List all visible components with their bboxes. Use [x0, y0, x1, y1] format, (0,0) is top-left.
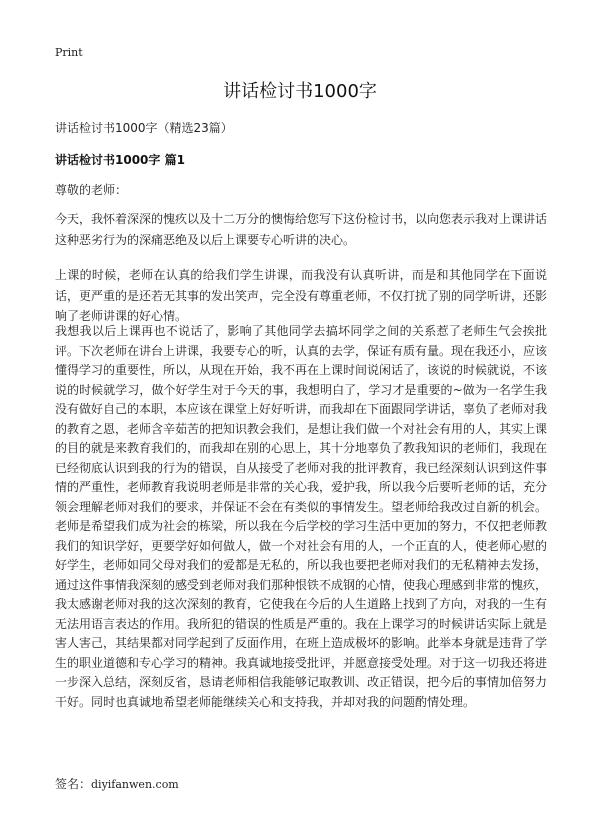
salutation: 尊敬的老师： — [55, 183, 128, 197]
page-title: 讲话检讨书1000字 — [223, 81, 377, 102]
body-paragraph-2: 上课的时候，老师在认真的给我们学生讲课，而我没有认真听讲，而是和其他同学在下面说话，更严重的是还若无其事的发出笑声，完全没有尊重老师，不仅打扰了别的同学听讲，还影响了老师讲课的好心情。 — [55, 268, 548, 323]
section-heading: 讲话检讨书1000字 篇1 — [55, 153, 185, 167]
print-link[interactable]: Print — [55, 46, 83, 59]
document-subtitle: 讲话检讨书1000字（精选23篇） — [55, 121, 233, 135]
body-paragraph-3: 我想我以后上课再也不说话了，影响了其他同学去搞坏同学之间的关系惹了老师生气会挨批评。下次老师在讲台上讲课，我要专心的听，认真的去学，保证有质有量。现在我还小，应该懂得学习的重要性，所以，从现在开始，我不再在上课时间说闲话了，该说的时候就说，不该说的时候就学习，做个好学生对于今天的事，我想明白了，学习才是重要的~做为一名学生我没有做好自己的本职，本应该在课堂上好好听讲，而我却在下面跟同学讲话，辜负了老师对我的教育之恩，老师含辛茹苦的把知识教会我们，是想让我们做一个对社会有用的人，其实上课的目的就是来教育我们的，而我却在别的心思上，其十分地辜负了教我知识的老师们，我现在已经彻底认识到我的行为的错误，自从接受了老师对我的批评教育，我已经深刻认识到这件事情的严重性，老师教育我说明老师是非常的关心我，爱护我，所以我今后要听老师的话，充分领会理解老师对我们的要求，并保证不会在有类似的事情发生。望老师给我改过自新的机会。老师是希望我们成为社会的栋梁，所以我在今后学校的学习生活中更加的努力，不仅把老师教我们的知识学好，更要学好如何做人，做一个对社会有用的人，一个正直的人，使老师心慰的好学生，老师如同父母对我们的爱都是无私的，所以我也要把老师对我们的无私精神去发扬，通过这件事情我深刻的感受到老师对我们那种恨铁不成钢的心情，使我心理感到非常的愧疚，我太感谢老师对我的这次深刻的教育，它使我在今后的人生道路上找到了方向，对我的一生有无法用语言表达的作用。我所犯的错误的性质是严重的。我在上课学习的时候讲话实际上就是害人害己，其结果都对同学起到了反面作用，在班上造成极坏的影响。此举本身就是违背了学生的职业道德和专心学习的精神。我真诚地接受批评，并愿意接受处理。对于这一切我还将进一步深入总结，深刻反省，恳请老师相信我能够记取教训、改正错误，把今后的事情加倍努力干好。同时也真诚地希望老师能继续关心和支持我，并却对我的问题酌情处理。 — [55, 324, 548, 709]
signature-line — [55, 777, 179, 792]
signature-site: diyifanwen.com — [91, 778, 179, 791]
signature-label: 签名： — [55, 777, 92, 791]
body-paragraph-1: 今天，我怀着深深的愧疚以及十二万分的懊悔给您写下这份检讨书，以向您表示我对上课讲话这种恶劣行为的深痛恶绝及以后上课要专心听讲的决心。 — [55, 212, 548, 247]
